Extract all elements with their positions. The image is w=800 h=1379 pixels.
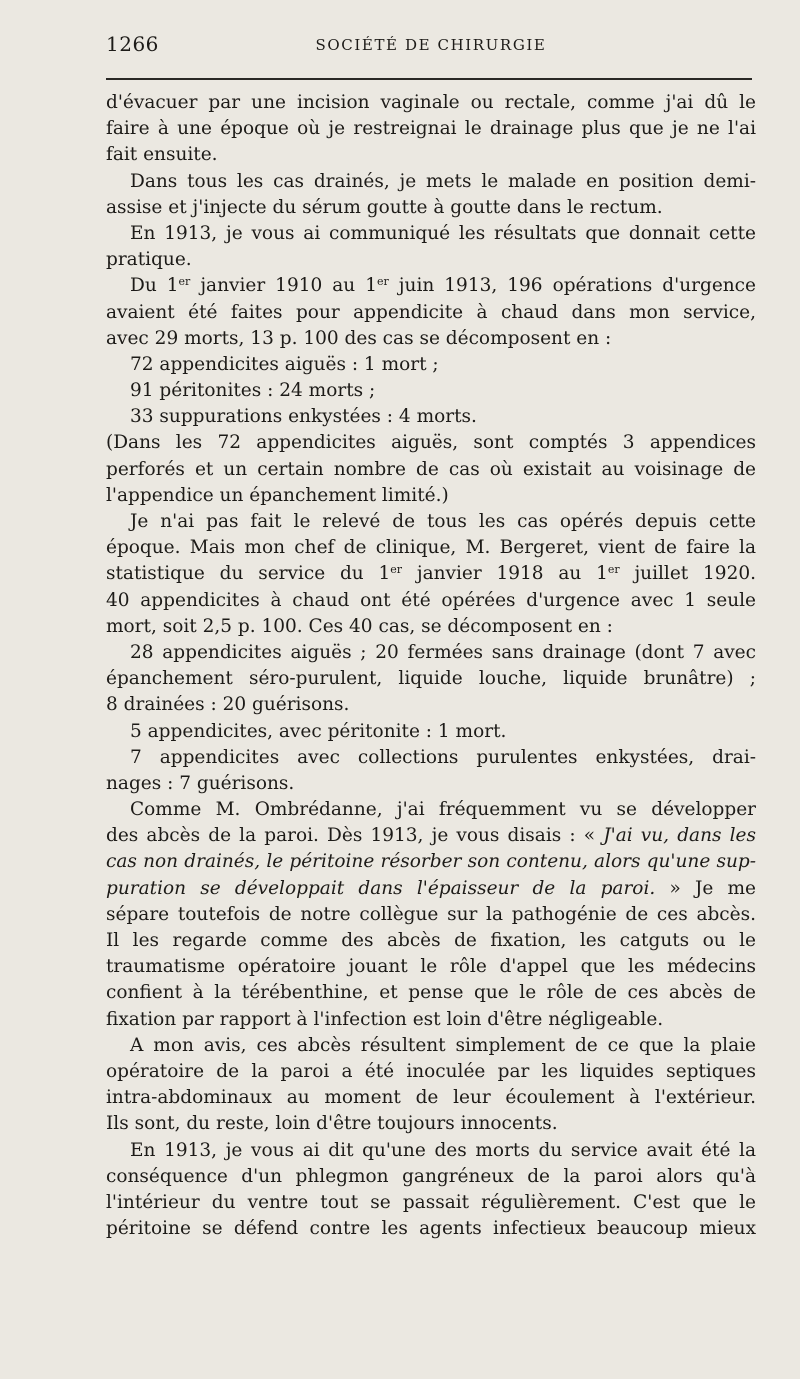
text-line: l'intérieur du ventre tout se passait régulièrement. C'est que le bbox=[106, 1191, 756, 1213]
text-line: 91 péritonites : 24 morts ; bbox=[130, 380, 376, 402]
text-line: pratique. bbox=[106, 249, 192, 271]
page-header bbox=[106, 32, 756, 62]
running-title: SOCIÉTÉ DE CHIRURGIE bbox=[315, 36, 547, 54]
text-line: épanchement séro-purulent, liquide louche, liquide brunâtre) ; bbox=[106, 668, 756, 690]
text-line: 40 appendicites à chaud ont été opérées d'urgence avec 1 seule bbox=[106, 589, 756, 611]
text-line: intra-abdominaux au moment de leur écoulement à l'extérieur. bbox=[106, 1087, 756, 1109]
header-rule bbox=[106, 78, 752, 80]
page-number: 1266 bbox=[106, 32, 159, 56]
text-line: En 1913, je vous ai dit qu'une des morts du service avait été la bbox=[130, 1139, 756, 1161]
text-line: opératoire de la paroi a été inoculée par les liquides septiques bbox=[106, 1060, 756, 1082]
text-line: l'appendice un épanchement limité.) bbox=[106, 484, 449, 506]
text-line: Du 1er janvier 1910 au 1er juin 1913, 196 opérations d'urgence bbox=[130, 275, 756, 297]
text-line: Comme M. Ombrédanne, j'ai fréquemment vu se développer bbox=[130, 799, 756, 821]
text-line: Il les regarde comme des abcès de fixation, les catguts ou le bbox=[106, 930, 756, 951]
text-line: (Dans les 72 appendicites aiguës, sont comptés 3 appendices bbox=[106, 432, 756, 454]
text-line: statistique du service du 1er janvier 1918 au 1er juillet 1920. bbox=[106, 563, 756, 585]
text-line: sépare toutefois de notre collègue sur la pathogénie de ces abcès. bbox=[106, 903, 756, 925]
text-line: fixation par rapport à l'infection est loin d'être négligeable. bbox=[106, 1008, 664, 1030]
text-line: assise et j'injecte du sérum goutte à goutte dans le rectum. bbox=[106, 196, 663, 218]
text-line: puration se développait dans l'épaisseur de la paroi. » Je me bbox=[106, 877, 756, 899]
text-line: En 1913, je vous ai communiqué les résultats que donnait cette bbox=[130, 222, 756, 244]
text-line: 28 appendicites aiguës ; 20 fermées sans drainage (dont 7 avec bbox=[130, 641, 756, 663]
text-line: époque. Mais mon chef de clinique, M. Bergeret, vient de faire la bbox=[106, 537, 756, 559]
text-line: traumatisme opératoire jouant le rôle d'appel que les médecins bbox=[106, 956, 756, 978]
text-line: d'évacuer par une incision vaginale ou rectale, comme j'ai dû le bbox=[106, 92, 756, 113]
text-line: faire à une époque où je restreignai le drainage plus que je ne l'ai bbox=[106, 118, 756, 140]
text-line: avec 29 morts, 13 p. 100 des cas se décomposent en : bbox=[106, 327, 612, 349]
text-line: nages : 7 guérisons. bbox=[106, 772, 295, 794]
text-line: Ils sont, du reste, loin d'être toujours innocents. bbox=[106, 1113, 558, 1135]
text-line: conséquence d'un phlegmon gangréneux de la paroi alors qu'à bbox=[106, 1165, 756, 1187]
text-line: 72 appendicites aiguës : 1 mort ; bbox=[130, 353, 439, 375]
text-line: cas non drainés, le péritoine résorber son contenu, alors qu'une sup- bbox=[106, 851, 756, 873]
text-line: perforés et un certain nombre de cas où existait au voisinage de bbox=[106, 458, 756, 480]
text-line: mort, soit 2,5 p. 100. Ces 40 cas, se décomposent en : bbox=[106, 615, 613, 637]
text-line: Je n'ai pas fait le relevé de tous les cas opérés depuis cette bbox=[130, 511, 756, 532]
text-line: fait ensuite. bbox=[106, 144, 218, 166]
text-line: A mon avis, ces abcès résultent simplement de ce que la plaie bbox=[130, 1034, 756, 1056]
text-line: 8 drainées : 20 guérisons. bbox=[106, 694, 350, 716]
text-line: péritoine se défend contre les agents infectieux beaucoup mieux bbox=[106, 1218, 756, 1240]
text-line: Dans tous les cas drainés, je mets le malade en position demi- bbox=[130, 170, 756, 192]
text-line: 5 appendicites, avec péritonite : 1 mort. bbox=[130, 720, 507, 742]
text-line: 7 appendicites avec collections purulentes enkystées, drai- bbox=[130, 746, 756, 768]
body-text bbox=[106, 90, 756, 1242]
text-line: avaient été faites pour appendicite à chaud dans mon service, bbox=[106, 301, 756, 323]
text-line: 33 suppurations enkystées : 4 morts. bbox=[130, 406, 477, 428]
text-line: des abcès de la paroi. Dès 1913, je vous disais : « J'ai vu, dans les bbox=[106, 825, 756, 847]
text-line: confient à la térébenthine, et pense que le rôle de ces abcès de bbox=[106, 982, 756, 1004]
